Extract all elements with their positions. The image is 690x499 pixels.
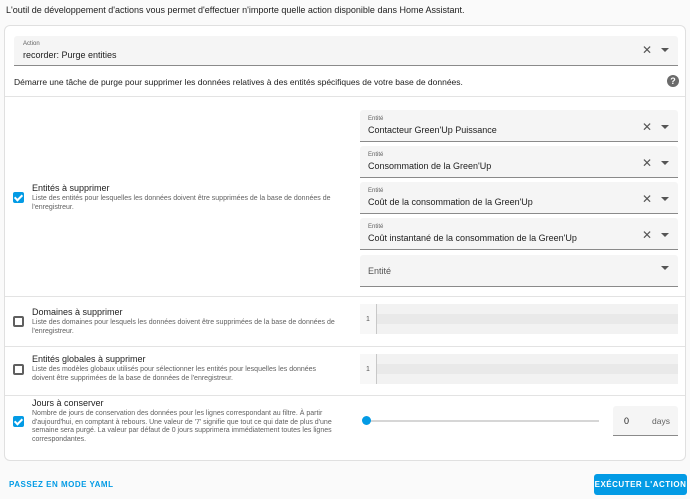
active-line bbox=[377, 314, 678, 324]
keep-days-description: Nombre de jours de conservation des données pour les lignes correspondant au filtre. À partir d'aujourd'hui, en comptant à rebours. Une valeur de '7' signifie que tout ce qui date de plus d'une semaine sera purgé. La valeur par défaut de 0 jours supprimera immédiatement toutes les lignes correspondantes. bbox=[32, 410, 332, 443]
chevron-down-icon[interactable] bbox=[661, 266, 669, 270]
domains-title: Domaines à supprimer bbox=[32, 307, 123, 317]
keep-days-unit: days bbox=[652, 416, 670, 426]
entity-field-label: Entité bbox=[368, 152, 384, 158]
keep-days-input[interactable] bbox=[613, 406, 678, 436]
clear-icon[interactable]: ✕ bbox=[641, 120, 652, 134]
entity-add-field[interactable] bbox=[360, 255, 678, 287]
slider-handle[interactable] bbox=[362, 416, 371, 425]
domains-code-editor[interactable] bbox=[360, 304, 678, 334]
entities-description: Liste des entités pour lesquelles les données doivent être supprimées de la base de données de l'enregistreur. bbox=[32, 195, 331, 211]
chevron-down-icon[interactable] bbox=[661, 48, 669, 52]
domains-row bbox=[5, 296, 685, 346]
entity-globs-title: Entités globales à supprimer bbox=[32, 354, 146, 364]
entity-value: Coût instantané de la consommation de la Green'Up bbox=[368, 233, 577, 243]
entity-add-placeholder: Entité bbox=[368, 266, 392, 276]
entity-globs-row bbox=[5, 346, 685, 396]
action-select-label: Action bbox=[23, 41, 40, 47]
entity-globs-checkbox[interactable] bbox=[13, 364, 24, 375]
entity-field[interactable] bbox=[360, 110, 678, 142]
keep-days-checkbox[interactable] bbox=[13, 416, 24, 427]
yaml-mode-button[interactable]: PASSEZ EN MODE YAML bbox=[9, 480, 114, 489]
entity-value: Coût de la consommation de la Green'Up bbox=[368, 197, 533, 207]
entity-field[interactable] bbox=[360, 218, 678, 250]
slider-track bbox=[366, 420, 599, 422]
keep-days-value: 0 bbox=[624, 416, 630, 426]
action-description: Démarre une tâche de purge pour supprimer les données relatives à des entités spécifiques de votre base de données. bbox=[14, 77, 463, 87]
entities-row bbox=[5, 96, 685, 296]
clear-icon[interactable]: ✕ bbox=[641, 156, 652, 170]
clear-icon[interactable]: ✕ bbox=[641, 43, 652, 57]
chevron-down-icon[interactable] bbox=[661, 233, 669, 237]
intro-text: L'outil de développement d'actions vous permet d'effectuer n'importe quelle action disponible dans Home Assistant. bbox=[6, 5, 465, 15]
action-select-value: recorder: Purge entities bbox=[23, 50, 117, 60]
keep-days-row bbox=[5, 395, 685, 461]
active-line bbox=[377, 364, 678, 374]
chevron-down-icon[interactable] bbox=[661, 125, 669, 129]
line-number: 1 bbox=[360, 354, 377, 384]
entity-field-label: Entité bbox=[368, 116, 384, 122]
entities-title: Entités à supprimer bbox=[32, 183, 110, 193]
entity-value: Contacteur Green'Up Puissance bbox=[368, 125, 497, 135]
clear-icon[interactable]: ✕ bbox=[641, 192, 652, 206]
line-number: 1 bbox=[360, 304, 377, 334]
entity-field-label: Entité bbox=[368, 224, 384, 230]
entity-globs-code-editor[interactable] bbox=[360, 354, 678, 384]
domains-description: Liste des domaines pour lesquels les données doivent être supprimées de la base de données de l'enregistreur. bbox=[32, 319, 335, 335]
entity-field[interactable] bbox=[360, 182, 678, 214]
entity-field-label: Entité bbox=[368, 188, 384, 194]
keep-days-title: Jours à conserver bbox=[32, 398, 104, 408]
clear-icon[interactable]: ✕ bbox=[641, 228, 652, 242]
action-select[interactable] bbox=[14, 36, 678, 66]
entity-globs-description: Liste des modèles globaux utilisés pour sélectionner les entités pour lesquelles les données doivent être supprimées de la base de données de l'enregistreur. bbox=[32, 366, 317, 382]
entity-value: Consommation de la Green'Up bbox=[368, 161, 492, 171]
entity-field[interactable] bbox=[360, 146, 678, 178]
domains-checkbox[interactable] bbox=[13, 316, 24, 327]
entities-checkbox[interactable] bbox=[13, 192, 24, 203]
action-card bbox=[4, 25, 686, 461]
chevron-down-icon[interactable] bbox=[661, 197, 669, 201]
chevron-down-icon[interactable] bbox=[661, 161, 669, 165]
keep-days-slider[interactable] bbox=[366, 419, 599, 423]
help-icon[interactable]: ? bbox=[667, 75, 679, 87]
run-action-button[interactable]: EXÉCUTER L'ACTION bbox=[594, 474, 687, 495]
